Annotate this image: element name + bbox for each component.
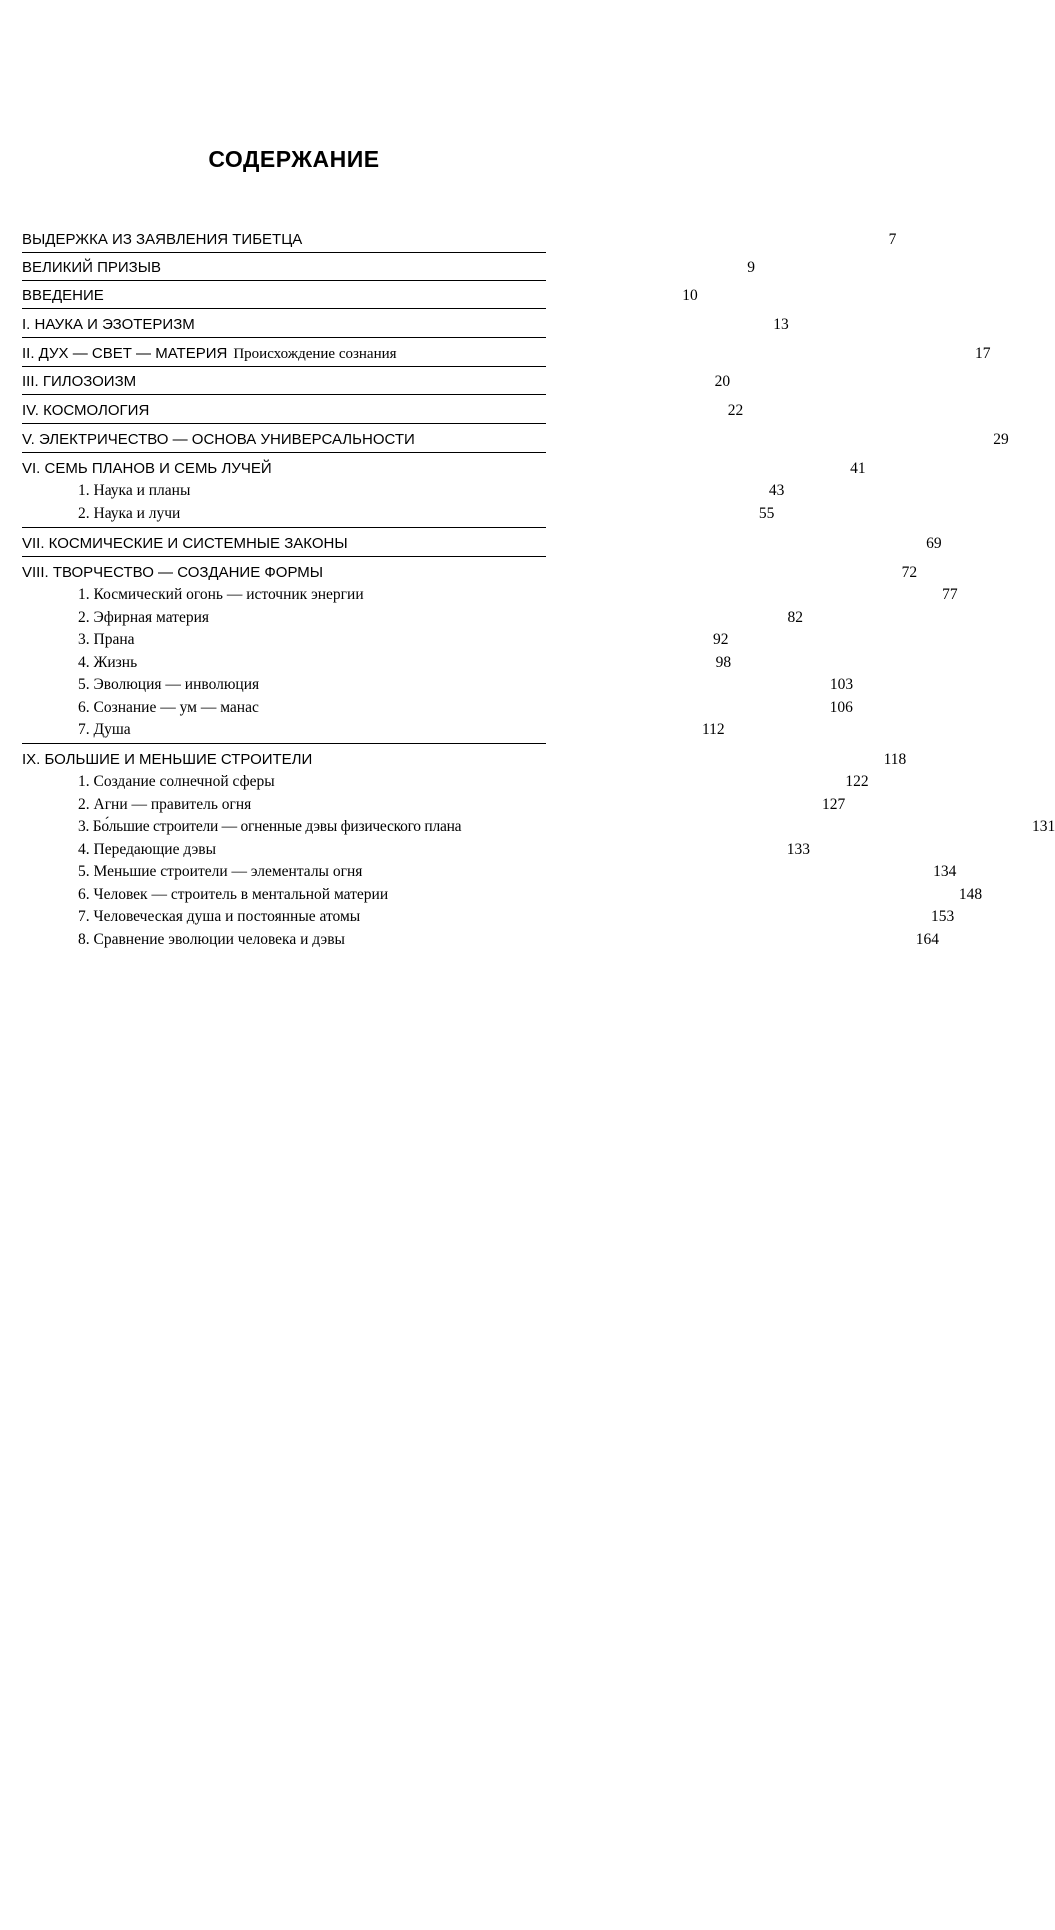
toc-entry-label: IV. КОСМОЛОГИЯ [22, 402, 150, 419]
toc-entry-label: V. ЭЛЕКТРИЧЕСТВО — ОСНОВА УНИВЕРСАЛЬНОСТИ [22, 431, 415, 448]
toc-page-number: 148 [958, 886, 983, 903]
toc-entry-label: 1. Создание солнечной сферы [78, 773, 275, 790]
section-divider [22, 527, 546, 528]
toc-page-number: 98 [715, 654, 732, 671]
toc-entry-label: 2. Агни — правитель огня [78, 796, 252, 813]
toc-entry-label: I. НАУКА И ЭЗОТЕРИЗМ [22, 316, 195, 333]
toc-entry-label: VIII. ТВОРЧЕСТВО — СОЗДАНИЕ ФОРМЫ [22, 564, 324, 581]
toc-page-number: 72 [901, 564, 918, 581]
toc-page-number: 134 [933, 863, 957, 880]
toc-entry-label: 5. Меньшие строители — элементалы огня [78, 863, 363, 880]
toc-entry-label: 4. Передающие дэвы [78, 841, 216, 858]
toc-entry-label: 3. Бо́льшие строители — огненные дэвы физического плана [78, 818, 462, 835]
toc-page-number: 92 [713, 631, 729, 648]
toc-page-number: 106 [829, 699, 853, 716]
toc-subentry-comparison[interactable] [0, 930, 939, 1930]
toc-entry-label: VI. СЕМЬ ПЛАНОВ И СЕМЬ ЛУЧЕЙ [22, 460, 272, 477]
section-divider [22, 280, 546, 281]
toc-page-number: 29 [993, 431, 1009, 448]
toc-entry-label: 3. Прана [78, 631, 135, 648]
section-divider [22, 337, 546, 338]
toc-page-number: 164 [915, 931, 939, 948]
toc-page-number: 13 [773, 316, 789, 333]
toc-page-number: 55 [758, 505, 775, 522]
toc-page-number: 7 [888, 231, 897, 248]
toc-entry-label: 5. Эволюция — инволюция [78, 676, 260, 693]
section-divider [22, 394, 546, 395]
toc-entry-label: 6. Человек — строитель в ментальной материи [78, 886, 389, 903]
toc-entry-label: 1. Наука и планы [78, 482, 191, 499]
toc-page-number: 131 [1032, 818, 1055, 835]
toc-entry-label: ВЕЛИКИЙ ПРИЗЫВ [22, 259, 162, 276]
section-divider [22, 366, 546, 367]
toc-page-number: 133 [786, 841, 810, 858]
toc-page-number: 41 [850, 460, 866, 477]
section-divider [22, 452, 546, 453]
toc-page-number: 122 [845, 773, 869, 790]
toc-entry-label: 7. Душа [78, 721, 131, 738]
toc-entry-label: 1. Космический огонь — источник энергии [78, 586, 364, 603]
toc-page-number: 10 [682, 287, 698, 304]
section-divider [22, 252, 546, 253]
toc-entry-label: 8. Сравнение эволюции человека и дэвы [78, 931, 345, 948]
toc-page-number: 103 [829, 676, 854, 693]
toc-entry-label: 4. Жизнь [78, 654, 138, 671]
page-title: СОДЕРЖАНИЕ [208, 146, 380, 172]
toc-entry-label: IX. БОЛЬШИЕ И МЕНЬШИЕ СТРОИТЕЛИ [22, 751, 313, 768]
toc-page-number: 20 [714, 373, 731, 390]
toc-page-number: 69 [926, 535, 942, 552]
section-divider [22, 308, 546, 309]
toc-entry-label: III. ГИЛОЗОИЗМ [22, 373, 137, 390]
toc-entry-label: ВВЕДЕНИЕ [22, 287, 104, 304]
toc-page-number: 82 [787, 609, 804, 626]
toc-page-number: 43 [768, 482, 785, 499]
toc-page-number: 112 [701, 721, 725, 738]
toc-entry-label: ВЫДЕРЖКА ИЗ ЗАЯВЛЕНИЯ ТИБЕТЦА [22, 231, 303, 248]
toc-page-number: 118 [883, 751, 907, 768]
toc-entry-label: 6. Сознание — ум — манас [78, 699, 259, 716]
toc-page-number: 22 [727, 402, 744, 419]
toc-entry-label: 2. Эфирная материя [78, 609, 210, 626]
toc-page-number: 153 [930, 908, 955, 925]
toc-page-number: 17 [975, 345, 991, 362]
toc-page-number: 9 [747, 259, 756, 276]
section-divider [22, 423, 546, 424]
section-divider [22, 556, 546, 557]
toc-page-number: 77 [942, 586, 958, 603]
toc-entry-label: 7. Человеческая душа и постоянные атомы [78, 908, 361, 925]
toc-page-number: 127 [822, 796, 846, 813]
toc-entry-subtitle: Происхождение сознания [233, 346, 397, 362]
section-divider [22, 743, 546, 744]
toc-entry-label: II. ДУХ — СВЕТ — МАТЕРИЯ [22, 345, 228, 362]
toc-entry-label: VII. КОСМИЧЕСКИЕ И СИСТЕМНЫЕ ЗАКОНЫ [22, 535, 348, 552]
toc-entry-label: 2. Наука и лучи [78, 505, 181, 522]
